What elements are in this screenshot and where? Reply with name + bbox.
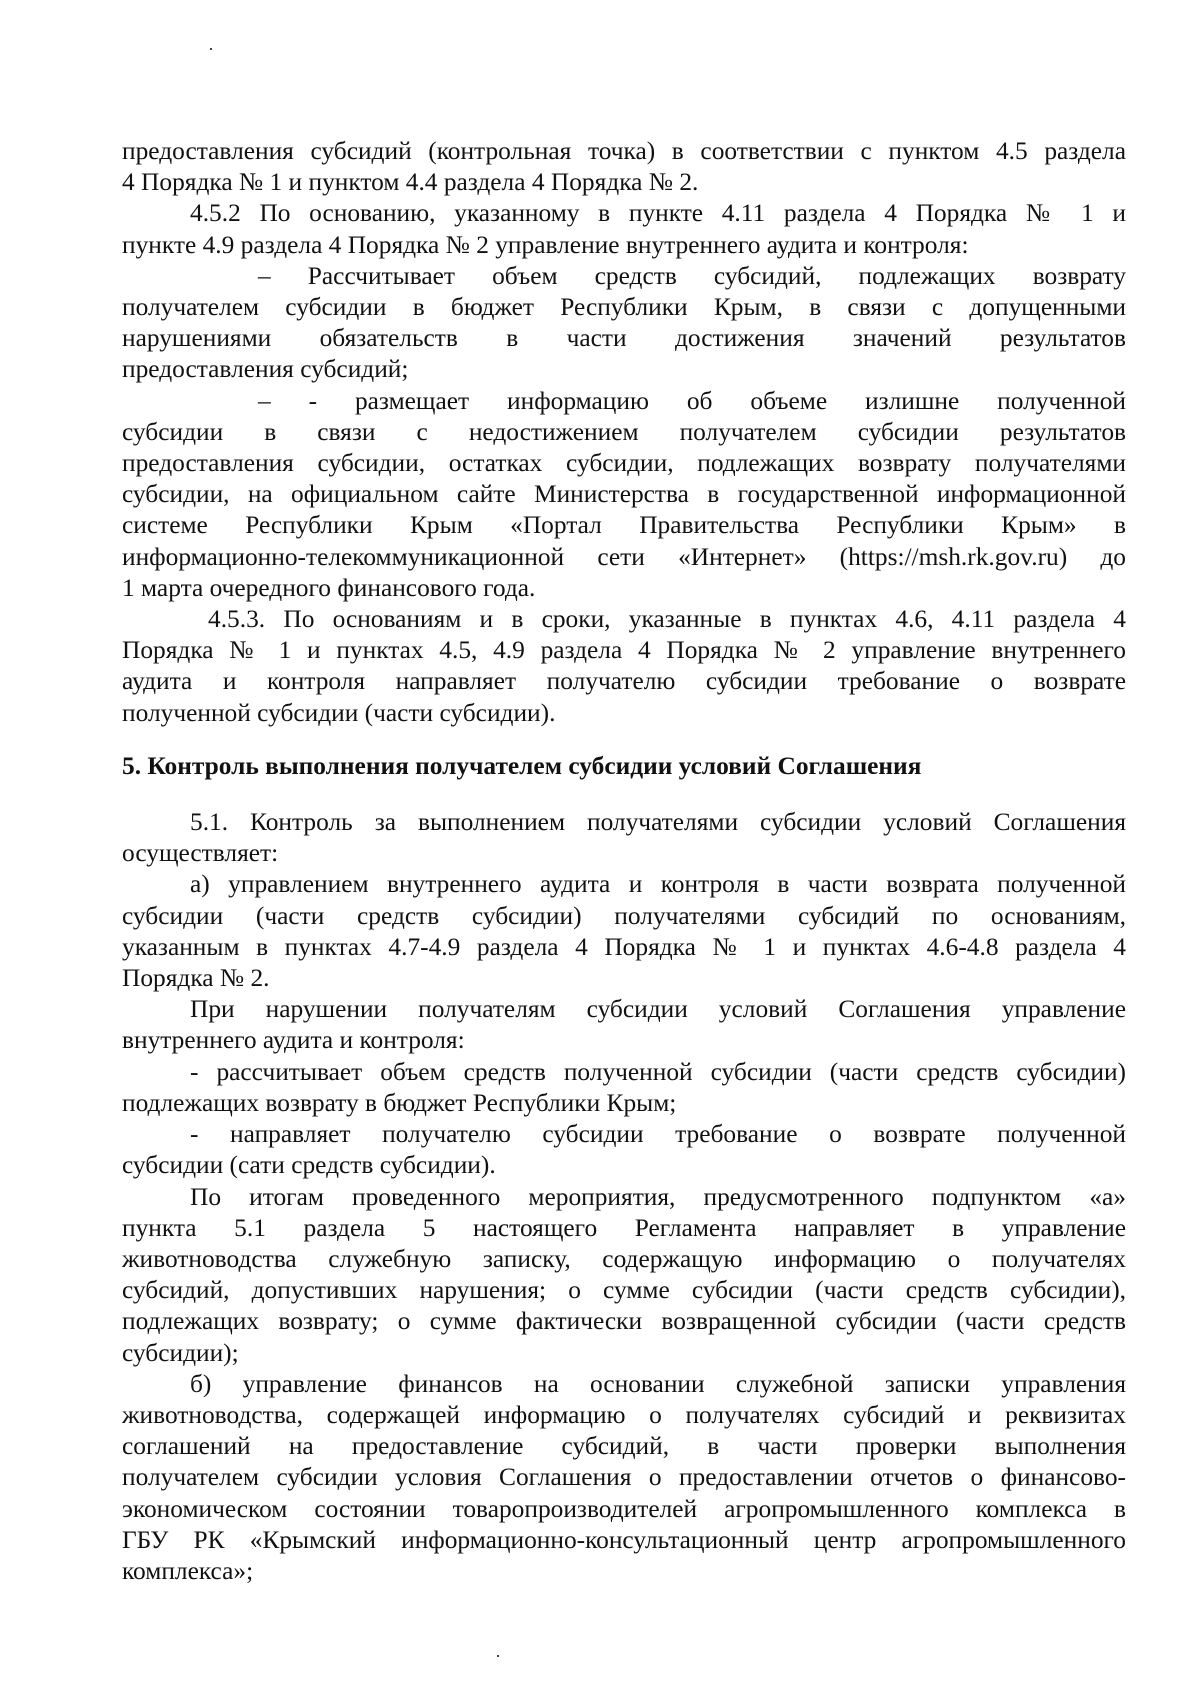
text-line: 4 Порядка № 1 и пунктом 4.4 раздела 4 Порядка № 2. <box>122 168 699 197</box>
text-line: субсидии, на официальном сайте Министерства в государственной информационной <box>122 480 1126 509</box>
text-line: аудита и контроля направляет получателю субсидии требование о возврате <box>122 667 1126 696</box>
text-line: пункте 4.9 раздела 4 Порядка № 2 управление внутреннего аудита и контроля: <box>122 230 969 259</box>
text-line: системе Республики Крым «Портал Правительства Республики Крым» в <box>122 511 1126 540</box>
text-line: субсидий, допустивших нарушения; о сумме субсидии (части средств субсидии), <box>122 1276 1126 1305</box>
text-line: соглашений на предоставление субсидий, в части проверки выполнения <box>122 1432 1126 1461</box>
text-line: – - размещает информацию об объеме излишне полученной <box>258 386 1126 415</box>
paragraph-5-1 <box>122 807 1126 869</box>
text-line: – Рассчитывает объем средств субсидий, подлежащих возврату <box>258 261 1126 290</box>
text-line: информационно-телекоммуникационной сети «Интернет» (https://msh.rk.gov.ru) до <box>122 542 1126 571</box>
text-line: животноводства служебную записку, содержащую информацию о получателях <box>122 1244 1126 1273</box>
text-line: осуществляет: <box>122 839 279 868</box>
subpoint-b <box>122 1369 1126 1587</box>
section-heading: 5. Контроль выполнения получателем субсидии условий Соглашения <box>122 751 922 780</box>
text-line: экономическом состоянии товаропроизводителей агропромышленного комплекса в <box>122 1494 1126 1523</box>
text-line: подлежащих возврату в бюджет Республики Крым; <box>122 1088 677 1117</box>
text-line: 5.1. Контроль за выполнением получателями субсидии условий Соглашения <box>190 808 1126 837</box>
scan-speck <box>497 1655 499 1657</box>
text-line: указанным в пунктах 4.7-4.9 раздела 4 Порядка № 1 и пунктах 4.6-4.8 раздела 4 <box>122 932 1126 961</box>
paragraph-4-5-2 <box>122 198 1126 260</box>
text-line: Порядка № 2. <box>122 964 270 993</box>
text-line: субсидии); <box>122 1338 239 1367</box>
text-line: полученной субсидии (части субсидии). <box>122 698 556 727</box>
text-line: По итогам проведенного мероприятия, предусмотренного подпунктом «а» <box>190 1182 1126 1211</box>
text-line: предоставления субсидии, остатках субсидии, подлежащих возврату получателями <box>122 449 1126 478</box>
paragraph-4-5-3 <box>122 604 1126 729</box>
text-line: получателем субсидии условия Соглашения о предоставлении отчетов о финансово- <box>122 1463 1126 1492</box>
paragraph-results <box>122 1182 1126 1369</box>
subpoint-a <box>122 869 1126 994</box>
list-item-sends-demand <box>122 1119 1126 1181</box>
text-line: субсидии в связи с недостижением получателем субсидии результатов <box>122 417 1126 446</box>
text-line: комплекса»; <box>122 1556 254 1585</box>
text-line: 4.5.3. По основаниям и в сроки, указанные в пунктах 4.6, 4.11 раздела 4 <box>208 605 1126 634</box>
text-line: - рассчитывает объем средств полученной субсидии (части средств субсидии) <box>190 1057 1126 1086</box>
text-line: животноводства, содержащей информацию о получателях субсидий и реквизитах <box>122 1400 1126 1429</box>
text-line: При нарушении получателям субсидии условий Соглашения управление <box>190 995 1126 1024</box>
text-line: субсидии (сати средств субсидии). <box>122 1151 496 1180</box>
paragraph-control-point <box>122 136 1126 198</box>
text-line: получателем субсидии в бюджет Республики Крым, в связи с допущенными <box>122 293 1126 322</box>
text-line: 4.5.2 По основанию, указанному в пункте 4.11 раздела 4 Порядка № 1 и <box>190 199 1126 228</box>
text-line: пункта 5.1 раздела 5 настоящего Регламента направляет в управление <box>122 1213 1126 1242</box>
text-line: нарушениями обязательств в части достижения значений результатов <box>122 324 1126 353</box>
text-line: субсидии (части средств субсидии) получателями субсидий по основаниям, <box>122 901 1126 930</box>
text-line: 1 марта очередного финансового года. <box>122 573 536 602</box>
list-item-calculates <box>122 261 1126 386</box>
text-line: предоставления субсидий; <box>122 355 409 384</box>
paragraph-violation <box>122 994 1126 1056</box>
text-line: а) управлением внутреннего аудита и контроля в части возврата полученной <box>190 870 1126 899</box>
text-line: предоставления субсидий (контрольная точка) в соответствии с пунктом 4.5 раздела <box>122 137 1126 165</box>
text-line: подлежащих возврату; о сумме фактически возвращенной субсидии (части средств <box>122 1307 1126 1336</box>
text-line: б) управление финансов на основании служебной записки управления <box>190 1369 1126 1398</box>
text-line: Порядка № 1 и пунктах 4.5, 4.9 раздела 4 Порядка № 2 управление внутреннего <box>122 636 1126 665</box>
text-line: - направляет получателю субсидии требование о возврате полученной <box>190 1120 1126 1149</box>
list-item-publishes <box>122 386 1126 604</box>
list-item-calculates-amount <box>122 1057 1126 1119</box>
text-line: ГБУ РК «Крымский информационно-консультационный центр агропромышленного <box>122 1525 1126 1554</box>
scan-speck <box>210 48 212 50</box>
document-body <box>122 136 1126 1587</box>
text-line: внутреннего аудита и контроля: <box>122 1026 465 1055</box>
